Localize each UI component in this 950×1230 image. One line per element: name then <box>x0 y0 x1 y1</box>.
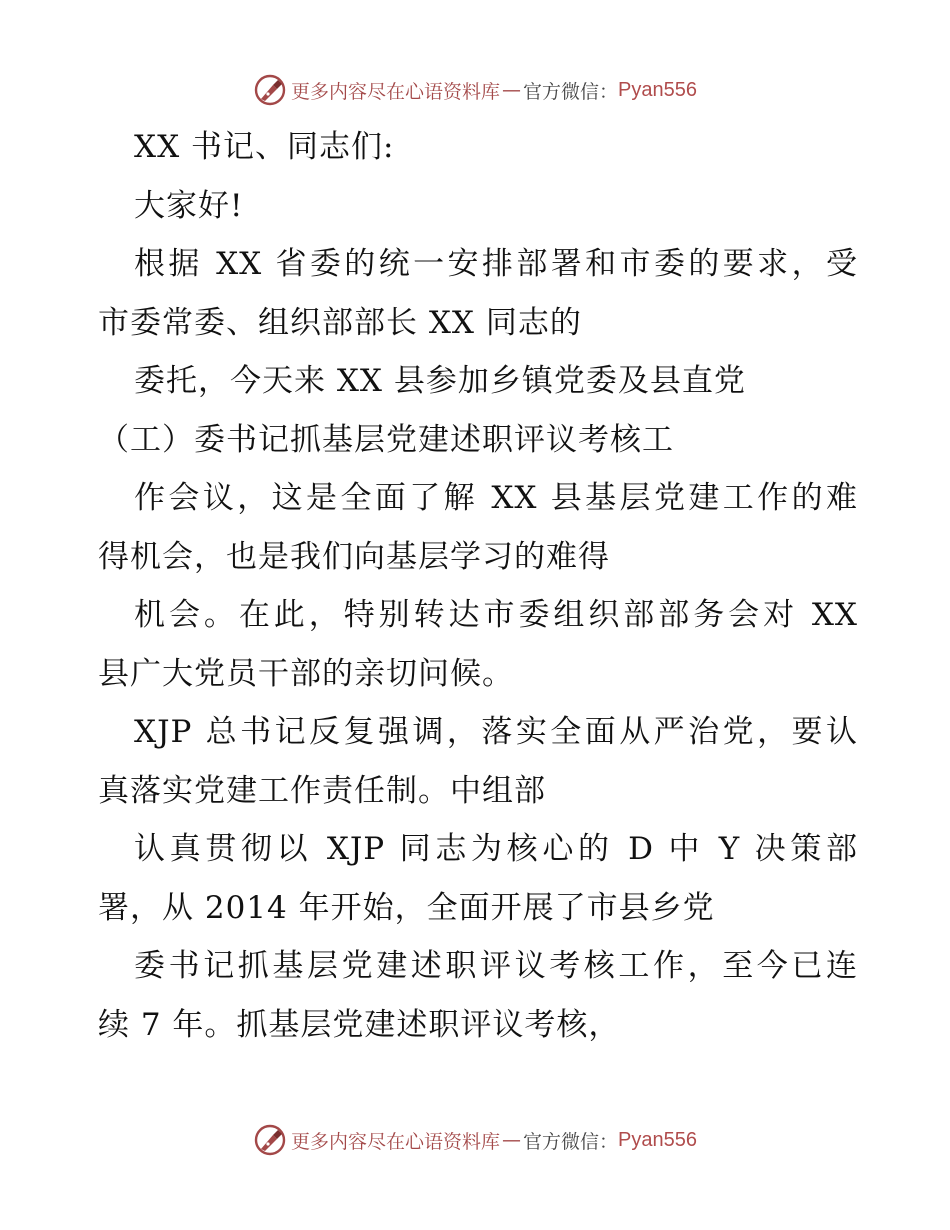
document-body <box>98 118 858 1054</box>
watermark-id: Pyan556 <box>618 1128 697 1151</box>
pen-nib-circle-icon <box>253 1123 287 1157</box>
watermark-id: Pyan556 <box>618 78 697 101</box>
body-line: XX 书记、同志们: <box>134 129 395 165</box>
body-line: 署，从 2014 年开始，全面开展了市县乡党 <box>98 889 715 926</box>
footer-watermark <box>0 1120 950 1160</box>
body-line: XJP 总书记反复强调，落实全面从严治党，要认 <box>134 714 858 750</box>
body-line: 续 7 年。抓基层党建述职评议考核， <box>98 1006 621 1043</box>
body-line: 委托，今天来 XX 县参加乡镇党委及县直党 <box>134 363 746 399</box>
body-line: 作会议，这是全面了解 XX 县基层党建工作的难 <box>134 480 858 516</box>
watermark-separator: — <box>502 79 522 101</box>
body-line: 县广大党员干部的亲切问候。 <box>98 655 514 692</box>
body-line: 真落实党建工作责任制。中组部 <box>98 772 546 809</box>
body-line: 认真贯彻以 XJP 同志为核心的 D 中 Y 决策部 <box>134 831 858 867</box>
body-line: 市委常委、组织部部长 XX 同志的 <box>98 304 582 341</box>
watermark-separator: — <box>502 1129 522 1151</box>
watermark-main-text: 更多内容尽在心语资料库 <box>291 1130 501 1153</box>
pen-nib-circle-icon <box>253 73 287 107</box>
watermark-label: 官方微信： <box>523 1130 619 1153</box>
header-watermark <box>0 70 950 110</box>
body-line: 根据 XX 省委的统一安排部署和市委的要求，受 <box>134 246 858 282</box>
watermark-label: 官方微信： <box>523 80 619 103</box>
watermark-main-text: 更多内容尽在心语资料库 <box>291 80 501 103</box>
body-line: 委书记抓基层党建述职评议考核工作，至今已连 <box>134 948 858 984</box>
body-line: （工）委书记抓基层党建述职评议考核工 <box>98 421 674 458</box>
body-line: 机会。在此，特别转达市委组织部部务会对 XX <box>134 597 858 633</box>
body-line: 得机会，也是我们向基层学习的难得 <box>98 538 610 575</box>
body-line: 大家好! <box>134 187 244 224</box>
